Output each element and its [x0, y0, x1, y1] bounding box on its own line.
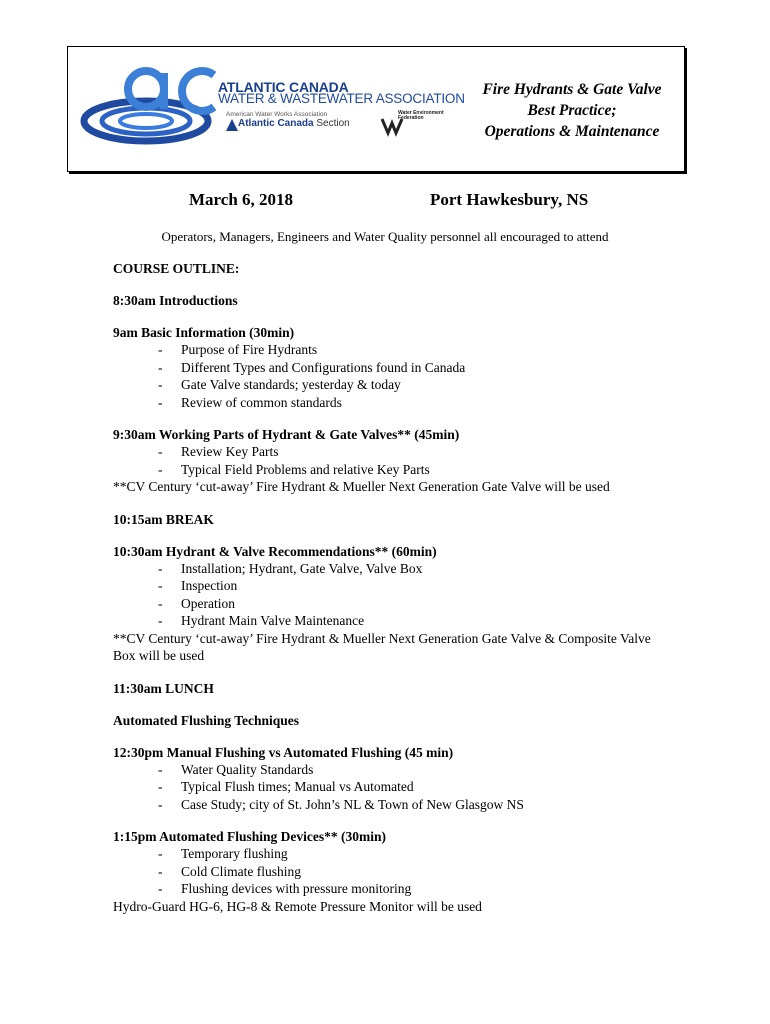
section-title: 9:30am Working Parts of Hydrant & Gate Valves** (45min) — [113, 427, 460, 442]
section-items — [113, 560, 673, 630]
outline-section — [113, 828, 673, 915]
list-item: - Water Quality Standards — [113, 761, 673, 779]
outline-section — [113, 324, 673, 411]
title-line-3: Operations & Maintenance — [484, 123, 660, 140]
section-title: 9am Basic Information (30min) — [113, 325, 295, 340]
list-item: - Review Key Parts — [113, 443, 673, 461]
section-title: 12:30pm Manual Flushing vs Automated Flushing (45 min) — [113, 744, 454, 760]
awwa-name: American Water Works Association — [226, 111, 328, 118]
section-note: **CV Century ‘cut-away’ Fire Hydrant & Mueller Next Generation Gate Valve will be used — [113, 479, 610, 494]
wef-logo-text: Water Environment Federation — [398, 110, 444, 121]
section-title: Automated Flushing Techniques — [113, 712, 300, 728]
org-name-line2: WATER & WASTEWATER ASSOCIATION — [218, 91, 465, 106]
list-item: - Inspection — [113, 577, 673, 595]
outline-section — [113, 744, 673, 814]
section-items — [113, 443, 673, 478]
outline-section — [113, 543, 673, 665]
outline-section — [113, 292, 673, 309]
list-item: - Review of common standards — [113, 394, 673, 412]
list-item: - Gate Valve standards; yesterday & today — [113, 376, 673, 394]
section-title: 10:15am BREAK — [113, 511, 214, 527]
list-item: - Typical Field Problems and relative Key Parts — [113, 461, 673, 479]
audience-text: Operators, Managers, Engineers and Water Quality personnel all encouraged to attend — [161, 229, 609, 244]
section-items — [113, 341, 673, 411]
outline-sections — [113, 292, 673, 915]
title-line-1: Fire Hydrants & Gate Valve — [482, 81, 662, 98]
event-date: March 6, 2018 — [189, 190, 294, 209]
section-word: Section — [316, 118, 350, 129]
outline-section — [113, 511, 673, 528]
section-note: Hydro-Guard HG-6, HG-8 & Remote Pressure Monitor will be used — [113, 898, 482, 914]
list-item: - Installation; Hydrant, Gate Valve, Valve Box — [113, 560, 673, 578]
section-name — [238, 118, 350, 129]
list-item: - Hydrant Main Valve Maintenance — [113, 612, 673, 630]
section-title: 11:30am LUNCH — [113, 680, 214, 696]
list-item: - Different Types and Configurations found in Canada — [113, 359, 673, 377]
course-outline — [113, 260, 673, 915]
outline-section — [113, 712, 673, 729]
outline-section — [113, 680, 673, 697]
section-title: 1:15pm Automated Flushing Devices** (30min) — [113, 829, 386, 844]
org-name-line1: ATLANTIC CANADA — [218, 79, 349, 95]
section-highlight: Atlantic Canada — [238, 118, 314, 129]
list-item: - Typical Flush times; Manual vs Automated — [113, 778, 673, 796]
event-location: Port Hawkesbury, NS — [430, 190, 589, 209]
list-item: - Flushing devices with pressure monitoring — [113, 880, 673, 898]
list-item: - Temporary flushing — [113, 845, 673, 863]
ac-logo-icon — [76, 59, 456, 159]
list-item: - Cold Climate flushing — [113, 863, 673, 881]
section-note: **CV Century ‘cut-away’ Fire Hydrant & Mueller Next Generation Gate Valve & Composite Valve Box will be used — [113, 630, 651, 663]
section-title: 10:30am Hydrant & Valve Recommendations** (60min) — [113, 543, 437, 559]
list-item: - Case Study; city of St. John’s NL & Town of New Glasgow NS — [113, 796, 673, 814]
section-items — [113, 761, 673, 814]
course-title — [466, 79, 678, 142]
section-title: 8:30am Introductions — [113, 293, 238, 308]
header-box — [67, 46, 685, 172]
section-items — [113, 845, 673, 898]
outline-heading: COURSE OUTLINE: — [113, 261, 240, 276]
title-line-2: Best Practice; — [527, 102, 617, 119]
list-item: - Purpose of Fire Hydrants — [113, 341, 673, 359]
outline-section — [113, 426, 673, 496]
list-item: - Operation — [113, 595, 673, 613]
